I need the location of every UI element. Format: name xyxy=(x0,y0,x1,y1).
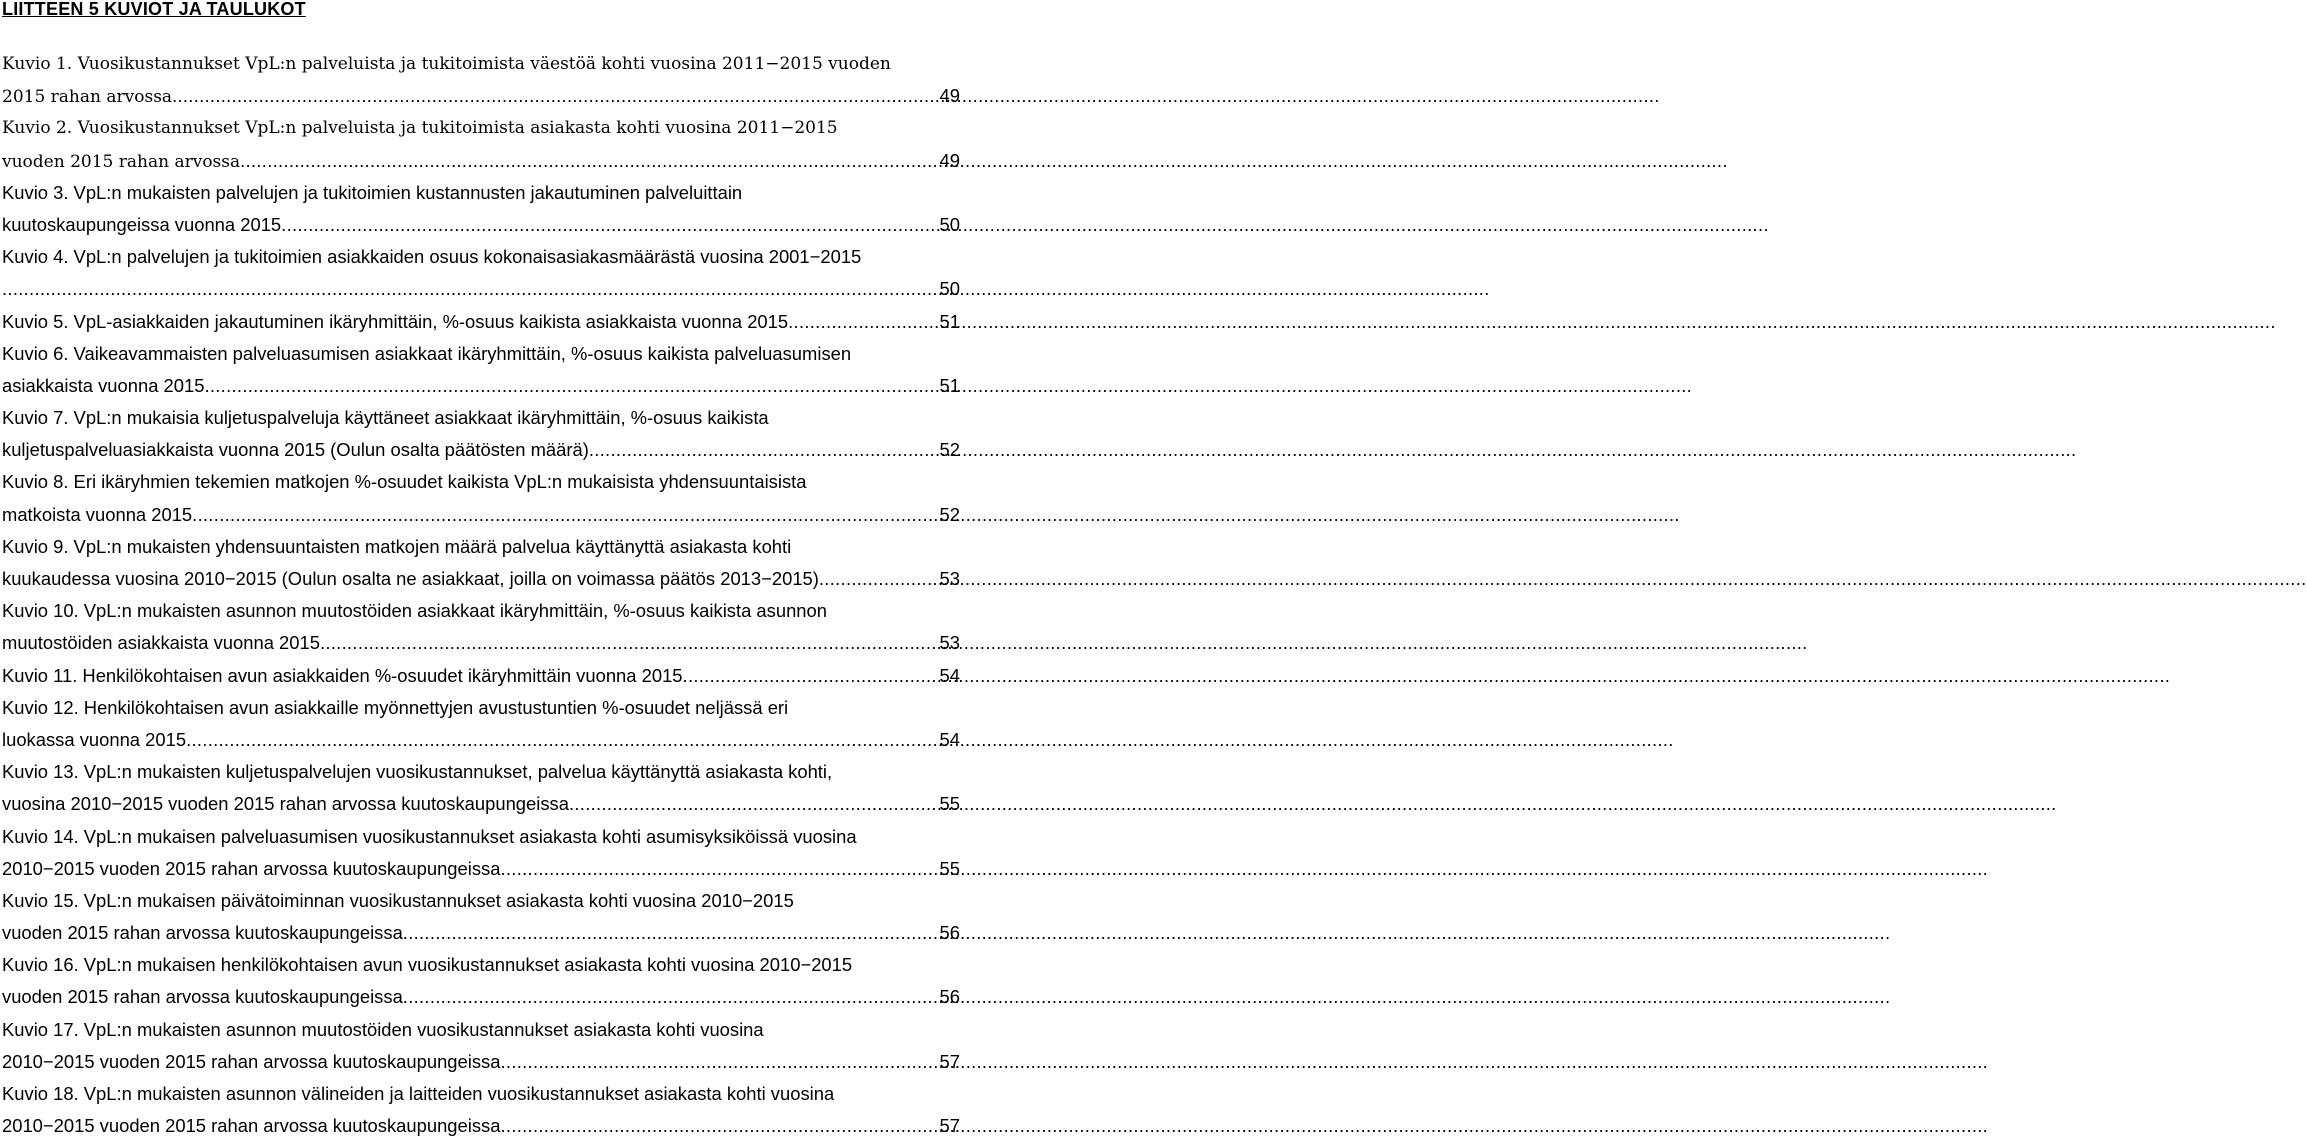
dot-leader xyxy=(192,499,937,531)
toc-entry-line xyxy=(2,1046,960,1078)
toc-entry-title: Kuvio 14. VpL:n mukaisen palveluasumisen vuosikustannukset asiakasta kohti asumisyksiköissä vuosina xyxy=(2,825,857,847)
toc-entry-title: Kuvio 2. Vuosikustannukset VpL:n palveluista ja tukitoimista asiakasta kohti vuosina 2011−2015 xyxy=(2,118,838,139)
dot-leader xyxy=(281,209,937,241)
toc-entry-title-continued: 2010−2015 vuoden 2015 rahan arvossa kuutoskaupungeissa xyxy=(2,857,501,879)
toc-entry-title: Kuvio 8. Eri ikäryhmien tekemien matkojen %-osuudet kaikista VpL:n mukaisista yhdensuuntaisista xyxy=(2,471,807,493)
toc-entry-title-continued: asiakkaista vuonna 2015 xyxy=(2,374,205,396)
toc-entry-line xyxy=(2,306,960,338)
toc-entry-line xyxy=(2,80,960,112)
toc-entry-title: Kuvio 16. VpL:n mukaisen henkilökohtaisen avun vuosikustannukset asiakasta kohti vuosina 2010−2015 xyxy=(2,954,853,976)
toc-entry-title-continued: 2010−2015 vuoden 2015 rahan arvossa kuutoskaupungeissa xyxy=(2,1115,501,1137)
page-number: 56 xyxy=(939,922,960,944)
toc-entry[interactable] xyxy=(2,1078,960,1142)
toc-entry[interactable] xyxy=(2,660,960,692)
dot-leader xyxy=(569,788,938,820)
toc-entry-line xyxy=(2,917,960,949)
page-number: 53 xyxy=(939,632,960,654)
toc-entry-line xyxy=(2,209,960,241)
page-number: 49 xyxy=(939,149,960,171)
toc-entry-line xyxy=(2,853,960,885)
toc-entry-line xyxy=(2,434,960,466)
dot-leader xyxy=(500,1110,937,1142)
toc-entry-title: Kuvio 13. VpL:n mukaisten kuljetuspalvelujen vuosikustannukset, palvelua käyttänyttä asiakasta kohti, xyxy=(2,761,833,783)
toc-entry-title-continued: kuukaudessa vuosina 2010−2015 (Oulun osalta ne asiakkaat, joilla on voimassa päätös 2013−2015) xyxy=(2,568,819,589)
page-number: 51 xyxy=(939,310,960,332)
dot-leader xyxy=(500,1046,937,1078)
toc-entry-title-continued: 2010−2015 vuoden 2015 rahan arvossa kuutoskaupungeissa xyxy=(2,1050,501,1072)
toc-entry-title-continued: vuoden 2015 rahan arvossa kuutoskaupungeissa xyxy=(2,922,403,944)
toc-entry-line xyxy=(2,499,960,531)
page-number: 57 xyxy=(939,1115,960,1137)
toc-entry-title-continued: kuljetuspalveluasiakkaista vuonna 2015 (Oulun osalta päätösten määrä) xyxy=(2,439,589,461)
toc-entry-line xyxy=(2,949,960,981)
toc-entry[interactable] xyxy=(2,177,960,241)
dot-leader xyxy=(403,917,938,949)
toc-entry[interactable] xyxy=(2,1014,960,1078)
dot-leader xyxy=(186,724,937,756)
toc-entry-title: Kuvio 3. VpL:n mukaisten palvelujen ja tukitoimien kustannusten jakautuminen palveluittain xyxy=(2,181,743,203)
dot-leader xyxy=(788,306,937,338)
toc-entry[interactable] xyxy=(2,241,960,305)
toc-entry-line xyxy=(2,660,960,692)
page-number: 50 xyxy=(939,278,960,300)
toc-entry-title-continued: vuoden 2015 rahan arvossa xyxy=(2,151,241,172)
toc-entry-line xyxy=(2,756,960,788)
page-number: 57 xyxy=(939,1050,960,1072)
toc-entry-line xyxy=(2,531,960,563)
toc-entry-title: Kuvio 6. Vaikeavammaisten palveluasumisen asiakkaat ikäryhmittäin, %-osuus kaikista palveluasumisen xyxy=(2,342,852,364)
toc-entry-line xyxy=(2,145,960,177)
toc-entry-title: Kuvio 18. VpL:n mukaisten asunnon välineiden ja laitteiden vuosikustannukset asiakasta kohti vuosina xyxy=(2,1083,835,1104)
toc-entry-title: Kuvio 4. VpL:n palvelujen ja tukitoimien asiakkaiden osuus kokonaisasiakasmäärästä vuosina 2001−2015 xyxy=(2,246,862,268)
dot-leader xyxy=(204,370,937,402)
toc-entry-line xyxy=(2,466,960,498)
toc-entry-title-continued: kuutoskaupungeissa vuonna 2015 xyxy=(2,213,282,235)
page-number: 50 xyxy=(939,213,960,235)
dot-leader xyxy=(240,145,937,177)
toc-entry-line xyxy=(2,627,960,659)
page-number: 49 xyxy=(939,85,960,107)
toc-entry-title-continued: 2015 rahan arvossa xyxy=(2,87,173,108)
toc-entry-title: Kuvio 17. VpL:n mukaisten asunnon muutostöiden vuosikustannukset asiakasta kohti vuosina xyxy=(2,1018,764,1040)
toc-entry-line xyxy=(2,788,960,820)
document-page xyxy=(0,0,960,1137)
toc-entry-title-continued: muutostöiden asiakkaista vuonna 2015 xyxy=(2,632,320,654)
toc-entry-line xyxy=(2,273,960,305)
toc-entry-title: Kuvio 11. Henkilökohtaisen avun asiakkaiden %-osuudet ikäryhmittäin vuonna 2015 xyxy=(2,664,683,686)
page-number: 56 xyxy=(939,986,960,1008)
dot-leader xyxy=(589,434,938,466)
toc-entry-line xyxy=(2,1014,960,1046)
toc-entry-line xyxy=(2,885,960,917)
toc-entry-line xyxy=(2,692,960,724)
toc-entry-title: Kuvio 1. Vuosikustannukset VpL:n palveluista ja tukitoimista väestöä kohti vuosina 2011−2015 vuoden xyxy=(2,54,891,74)
toc-entry-title-continued: vuosina 2010−2015 vuoden 2015 rahan arvossa kuutoskaupungeissa xyxy=(2,793,569,815)
toc-entry-title: Kuvio 15. VpL:n mukaisen päivätoiminnan vuosikustannukset asiakasta kohti vuosina 2010−2015 xyxy=(2,889,794,911)
toc-entry-line xyxy=(2,402,960,434)
toc-entry-title: Kuvio 7. VpL:n mukaisia kuljetuspalveluja käyttäneet asiakkaat ikäryhmittäin, %-osuus kaikista xyxy=(2,407,769,429)
toc-entry-line xyxy=(2,1110,960,1142)
page-number: 51 xyxy=(939,374,960,396)
toc-entry-line xyxy=(2,112,960,144)
toc-entry-title: Kuvio 10. VpL:n mukaisten asunnon muutostöiden asiakkaat ikäryhmittäin, %-osuus kaikista asunnon xyxy=(2,600,827,622)
dot-leader xyxy=(819,563,938,595)
toc-entry[interactable] xyxy=(2,949,960,1013)
page-number: 52 xyxy=(939,439,960,461)
toc-entry-line xyxy=(2,821,960,853)
dot-leader xyxy=(683,660,938,692)
toc-entry-title: Kuvio 5. VpL-asiakkaiden jakautuminen ikäryhmittäin, %-osuus kaikista asiakkaista vuonna 2015 xyxy=(2,310,789,332)
toc-entry[interactable] xyxy=(2,756,960,820)
dot-leader xyxy=(320,627,938,659)
toc-entry[interactable] xyxy=(2,531,960,595)
page-number: 54 xyxy=(939,664,960,686)
dot-leader xyxy=(2,273,938,305)
toc-entry[interactable] xyxy=(2,692,960,756)
toc-entry-line xyxy=(2,595,960,627)
toc-entry-title-continued: luokassa vuonna 2015 xyxy=(2,728,187,750)
toc-entry-line xyxy=(2,981,960,1013)
toc-entry-line xyxy=(2,48,960,80)
toc-entry-line xyxy=(2,724,960,756)
toc-entry-line xyxy=(2,1078,960,1110)
page-number: 55 xyxy=(939,857,960,879)
dot-leader xyxy=(500,853,937,885)
toc-entry-line xyxy=(2,370,960,402)
toc-entry[interactable] xyxy=(2,402,960,466)
page-number: 54 xyxy=(939,728,960,750)
toc-entry[interactable] xyxy=(2,338,960,402)
toc-entry[interactable] xyxy=(2,112,960,176)
toc-entry-title: Kuvio 12. Henkilökohtaisen avun asiakkaille myönnettyjen avustustuntien %-osuudet neljässä eri xyxy=(2,696,789,718)
toc-entry-title-continued: vuoden 2015 rahan arvossa kuutoskaupungeissa xyxy=(2,986,403,1008)
toc-entry-line xyxy=(2,563,960,595)
toc-entry[interactable] xyxy=(2,466,960,530)
dot-leader xyxy=(172,80,937,112)
page-number: 55 xyxy=(939,793,960,815)
toc-entry[interactable] xyxy=(2,821,960,885)
toc-entry-line xyxy=(2,241,960,273)
toc-entry[interactable] xyxy=(2,885,960,949)
toc-entry-title: Kuvio 9. VpL:n mukaisten yhdensuuntaisten matkojen määrä palvelua käyttänyttä asiakasta kohti xyxy=(2,535,792,557)
page-number: 53 xyxy=(939,568,960,589)
toc-entry[interactable] xyxy=(2,595,960,659)
figure-list xyxy=(2,48,960,1142)
dot-leader xyxy=(403,981,938,1013)
toc-entry[interactable] xyxy=(2,48,960,112)
toc-entry[interactable] xyxy=(2,306,960,338)
toc-entry-title-continued: matkoista vuonna 2015 xyxy=(2,503,193,525)
toc-entry-line xyxy=(2,177,960,209)
page-number: 52 xyxy=(939,503,960,525)
section-heading: LIITTEEN 5 KUVIOT JA TAULUKOT xyxy=(2,0,306,19)
toc-entry-line xyxy=(2,338,960,370)
